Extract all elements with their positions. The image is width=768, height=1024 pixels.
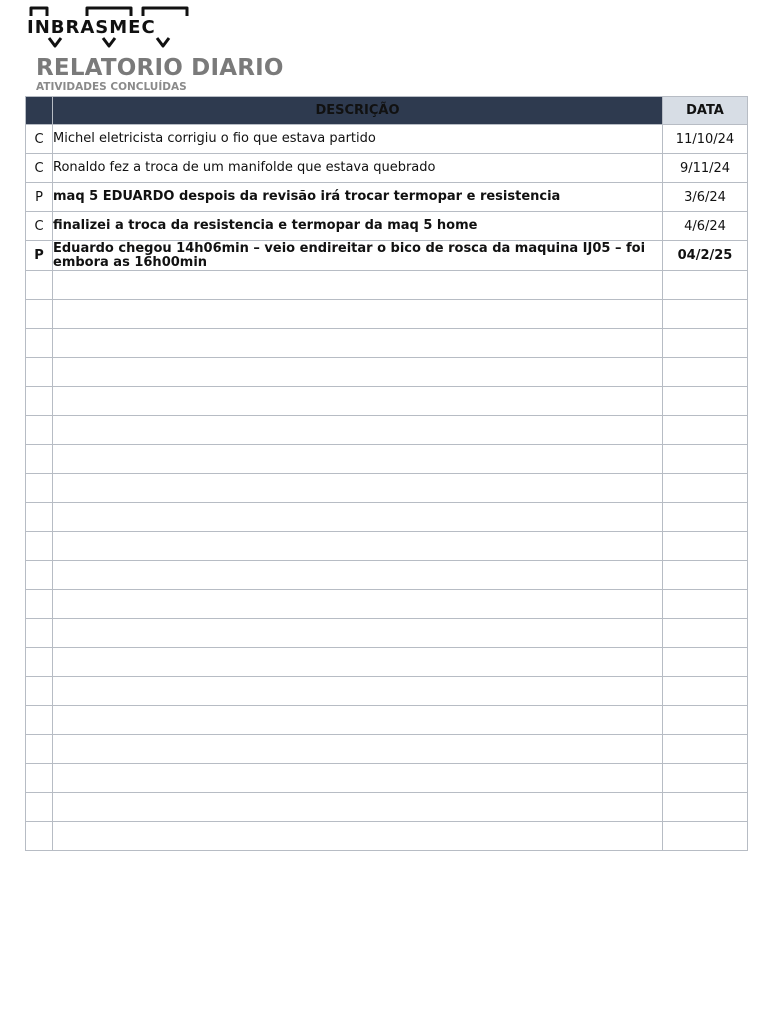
row-code: P — [26, 183, 53, 212]
row-date: 4/6/24 — [663, 212, 748, 241]
table-body — [26, 125, 748, 851]
row-code: C — [26, 154, 53, 183]
empty-table-row — [26, 445, 748, 474]
row-code — [26, 706, 53, 735]
row-code — [26, 677, 53, 706]
row-description — [53, 329, 663, 358]
row-date — [663, 445, 748, 474]
empty-table-row — [26, 329, 748, 358]
row-date — [663, 358, 748, 387]
row-date — [663, 300, 748, 329]
row-date — [663, 387, 748, 416]
row-date — [663, 503, 748, 532]
row-date — [663, 271, 748, 300]
column-header-code — [26, 97, 53, 125]
row-code — [26, 619, 53, 648]
empty-table-row — [26, 706, 748, 735]
row-description: maq 5 EDUARDO despois da revisão irá trocar termopar e resistencia — [53, 183, 663, 212]
row-code: P — [26, 241, 53, 271]
row-date — [663, 764, 748, 793]
row-code — [26, 764, 53, 793]
row-description — [53, 445, 663, 474]
row-code — [26, 793, 53, 822]
empty-table-row — [26, 387, 748, 416]
row-date — [663, 474, 748, 503]
table-row — [26, 212, 748, 241]
table-row — [26, 183, 748, 212]
row-date — [663, 648, 748, 677]
table-row — [26, 154, 748, 183]
row-description — [53, 561, 663, 590]
row-code — [26, 300, 53, 329]
row-description — [53, 735, 663, 764]
row-description — [53, 619, 663, 648]
page-subtitle: ATIVIDADES CONCLUÍDAS — [36, 81, 187, 93]
empty-table-row — [26, 358, 748, 387]
empty-table-row — [26, 532, 748, 561]
company-logo — [27, 4, 195, 48]
row-code: C — [26, 212, 53, 241]
row-description — [53, 590, 663, 619]
row-code — [26, 822, 53, 851]
empty-table-row — [26, 416, 748, 445]
row-date: 3/6/24 — [663, 183, 748, 212]
row-date — [663, 590, 748, 619]
row-date — [663, 532, 748, 561]
row-description — [53, 677, 663, 706]
row-description — [53, 416, 663, 445]
row-description — [53, 300, 663, 329]
page-title: RELATORIO DIARIO — [36, 55, 284, 81]
row-code — [26, 329, 53, 358]
empty-table-row — [26, 590, 748, 619]
row-description: finalizei a troca da resistencia e termopar da maq 5 home — [53, 212, 663, 241]
table-header-row — [26, 97, 748, 125]
empty-table-row — [26, 619, 748, 648]
row-date — [663, 706, 748, 735]
row-description — [53, 532, 663, 561]
empty-table-row — [26, 822, 748, 851]
empty-table-row — [26, 793, 748, 822]
row-code — [26, 416, 53, 445]
empty-table-row — [26, 503, 748, 532]
empty-table-row — [26, 648, 748, 677]
empty-table-row — [26, 677, 748, 706]
table-row — [26, 241, 748, 271]
row-description: Ronaldo fez a troca de um manifolde que estava quebrado — [53, 154, 663, 183]
row-date — [663, 329, 748, 358]
row-date — [663, 735, 748, 764]
row-description — [53, 474, 663, 503]
row-date — [663, 677, 748, 706]
row-date: 9/11/24 — [663, 154, 748, 183]
logo-text: INBRASMEC — [27, 17, 156, 38]
row-code — [26, 561, 53, 590]
row-description — [53, 793, 663, 822]
row-code — [26, 532, 53, 561]
empty-table-row — [26, 561, 748, 590]
column-header-description: DESCRIÇÃO — [53, 97, 663, 125]
empty-table-row — [26, 735, 748, 764]
row-date — [663, 416, 748, 445]
activity-table — [25, 96, 748, 851]
row-code — [26, 358, 53, 387]
row-code — [26, 648, 53, 677]
row-code — [26, 503, 53, 532]
row-code — [26, 271, 53, 300]
row-code: C — [26, 125, 53, 154]
row-description: Michel eletricista corrigiu o fio que estava partido — [53, 125, 663, 154]
row-date — [663, 619, 748, 648]
row-description — [53, 764, 663, 793]
row-date: 11/10/24 — [663, 125, 748, 154]
row-date — [663, 793, 748, 822]
row-date: 04/2/25 — [663, 241, 748, 271]
empty-table-row — [26, 474, 748, 503]
row-description: Eduardo chegou 14h06min – veio endireitar o bico de rosca da maquina IJ05 – foi embora as 16h00min — [53, 241, 663, 271]
empty-table-row — [26, 271, 748, 300]
row-description — [53, 387, 663, 416]
row-description — [53, 271, 663, 300]
row-code — [26, 445, 53, 474]
table-row — [26, 125, 748, 154]
row-code — [26, 387, 53, 416]
row-code — [26, 474, 53, 503]
empty-table-row — [26, 764, 748, 793]
row-description — [53, 706, 663, 735]
empty-table-row — [26, 300, 748, 329]
row-description — [53, 358, 663, 387]
column-header-date: DATA — [663, 97, 748, 125]
row-code — [26, 590, 53, 619]
row-description — [53, 822, 663, 851]
row-date — [663, 822, 748, 851]
row-code — [26, 735, 53, 764]
row-description — [53, 648, 663, 677]
row-description — [53, 503, 663, 532]
row-date — [663, 561, 748, 590]
